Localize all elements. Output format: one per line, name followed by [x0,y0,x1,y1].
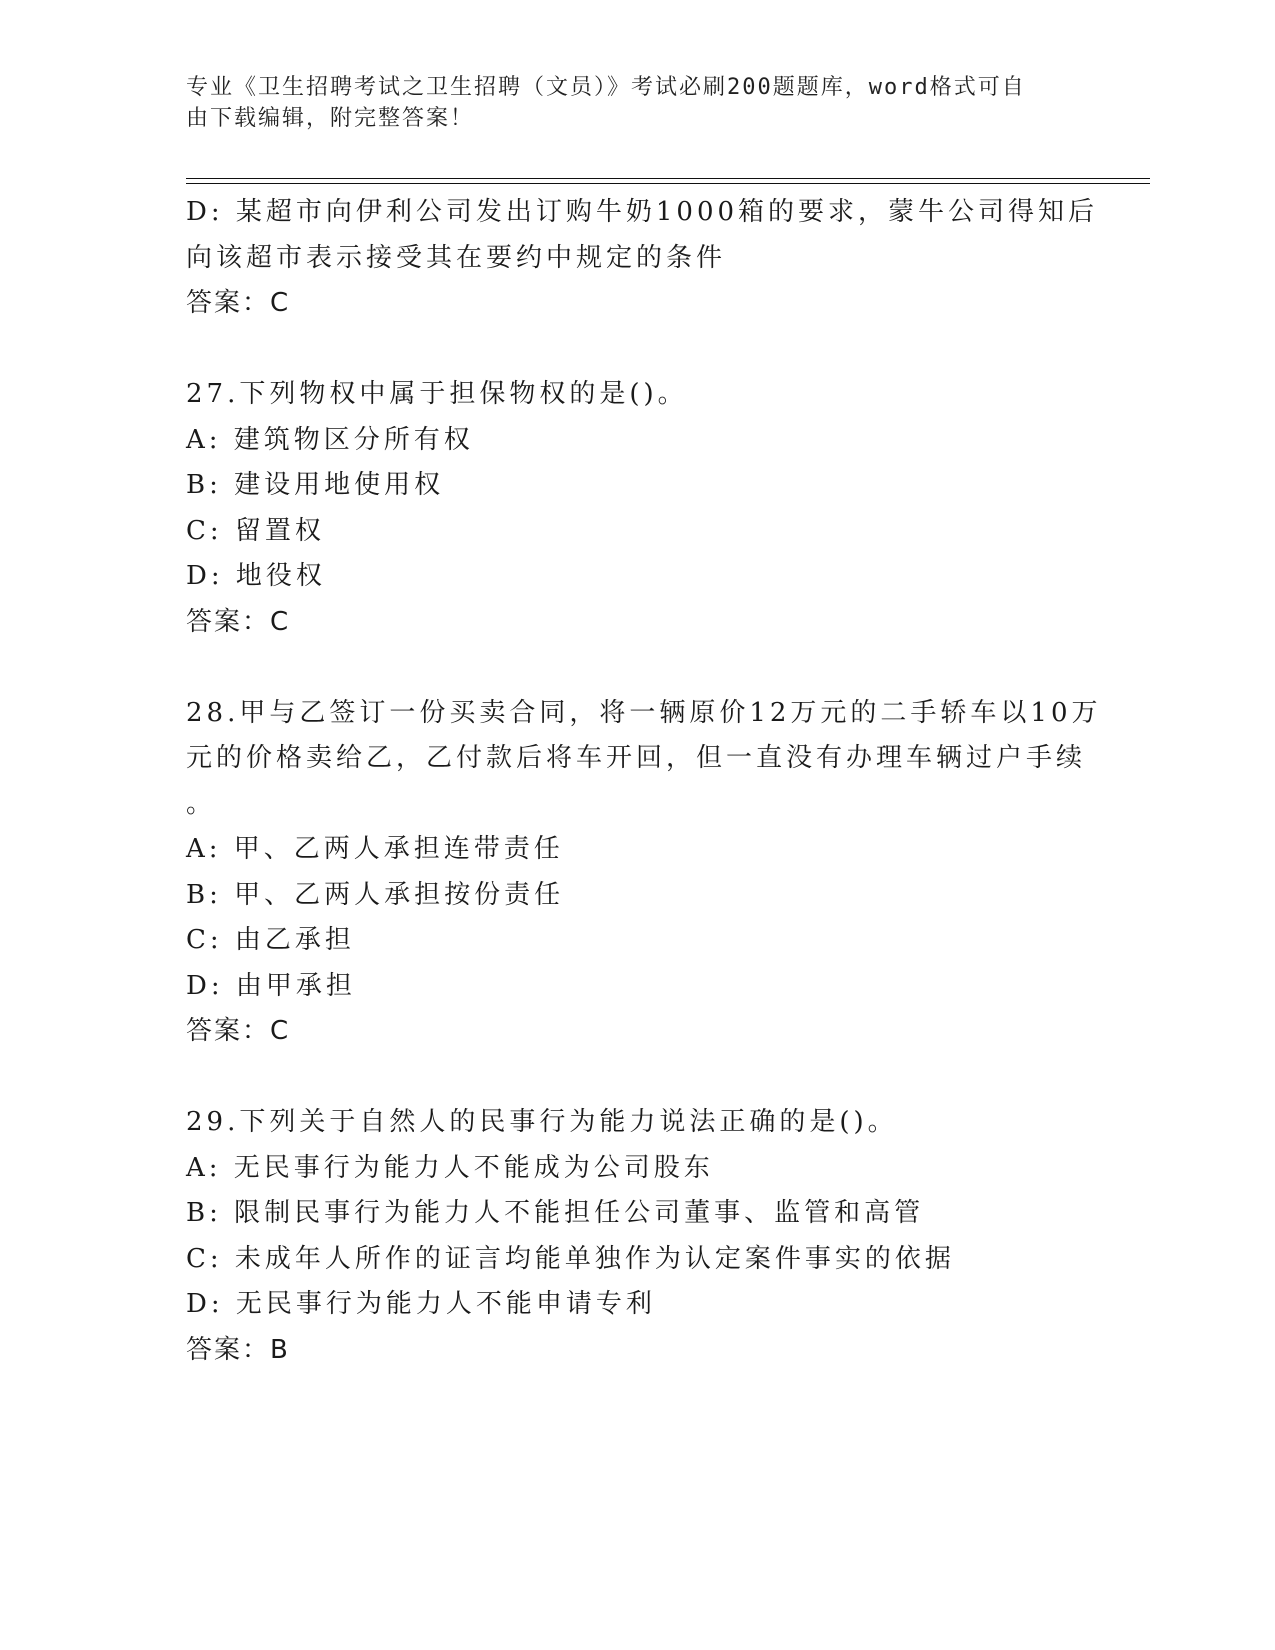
answer: 答案：C [186,606,291,637]
option-d: D: 某超市向伊利公司发出订购牛奶1000箱的要求，蒙牛公司得知后 [186,197,1099,227]
document-body [186,190,1102,1373]
question-stem-end: 。 [186,788,217,819]
question-stem: 29.下列关于自然人的民事行为能力说法正确的是()。 [186,1107,898,1137]
option-c: C: 未成年人所作的证言均能单独作为认定案件事实的依据 [186,1243,955,1274]
option-d: D: 地役权 [186,561,326,591]
header-line-1: 专业《卫生招聘考试之卫生招聘（文员）》考试必刷200题题库，word格式可自 [186,75,1026,100]
question-stem: 28.甲与乙签订一份买卖合同，将一辆原价12万元的二手轿车以10万 [186,697,1102,728]
page-header [186,72,1066,134]
option-a: A: 建筑物区分所有权 [186,424,474,455]
question-stem-continued: 元的价格卖给乙，乙付款后将车开回，但一直没有办理车辆过户手续 [186,743,1087,773]
option-a: A: 无民事行为能力人不能成为公司股东 [186,1152,714,1183]
question-27 [186,372,1086,645]
option-a: A: 甲、乙两人承担连带责任 [186,834,564,864]
option-d: D: 无民事行为能力人不能申请专利 [186,1289,656,1319]
question-28 [186,691,1102,1055]
answer: 答案：B [186,1334,290,1365]
prev-question-block [186,190,1099,327]
question-stem: 27.下列物权中属于担保物权的是()。 [186,379,688,409]
option-d: D: 由甲承担 [186,970,356,1001]
option-c: C: 由乙承担 [186,925,355,955]
option-c: C: 留置权 [186,515,325,546]
question-29 [186,1100,1086,1373]
option-b: B: 甲、乙两人承担按份责任 [186,879,565,910]
answer: 答案：C [186,288,291,318]
answer: 答案：C [186,1016,291,1046]
option-b: B: 限制民事行为能力人不能担任公司董事、监管和高管 [186,1198,925,1228]
header-divider-top [186,178,1150,179]
header-line-2: 由下载编辑，附完整答案！ [186,106,475,131]
header-divider-bottom [186,183,1150,184]
option-b: B: 建设用地使用权 [186,470,445,500]
option-d-continued: 向该超市表示接受其在要约中规定的条件 [186,242,727,273]
